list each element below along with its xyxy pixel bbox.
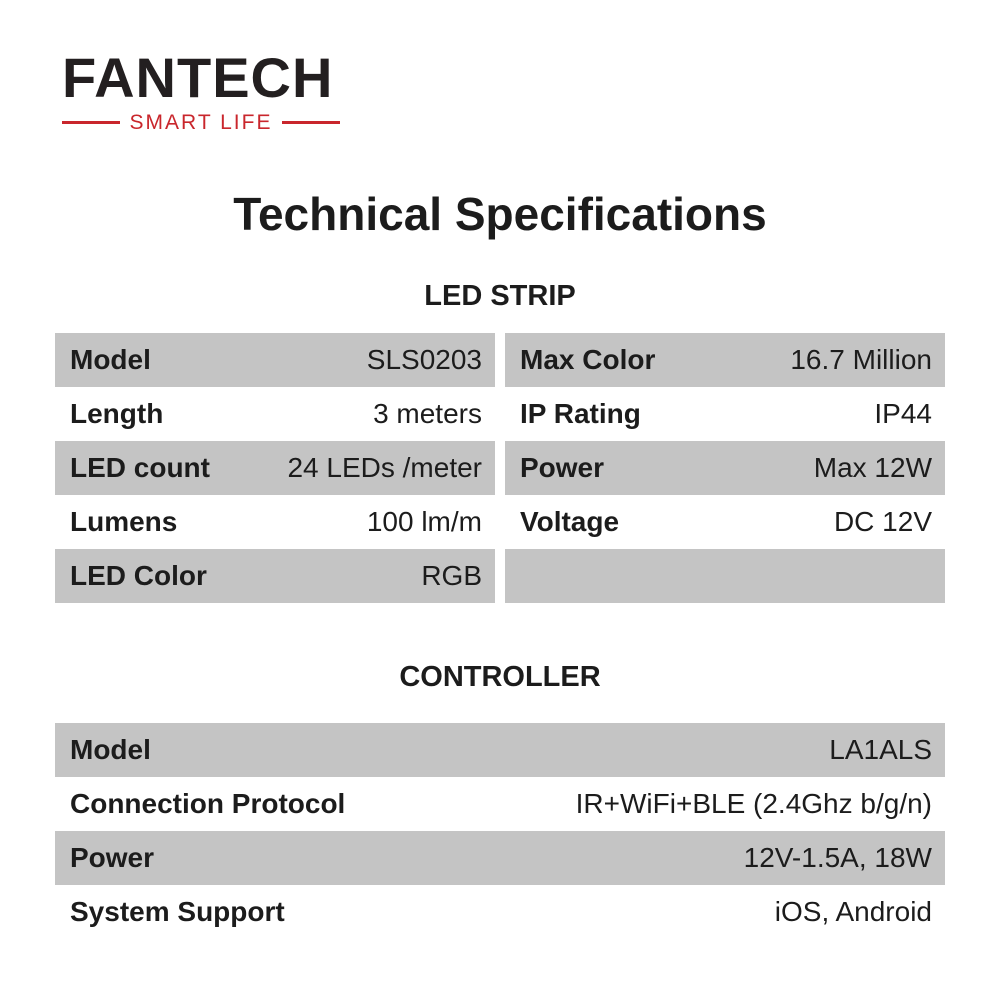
spec-row-led-color (55, 549, 495, 603)
brand-tagline: SMART LIFE (129, 111, 273, 134)
spec-label: Length (70, 398, 164, 429)
tagline-rule-right (282, 121, 340, 124)
spec-value: 12V-1.5A, 18W (743, 842, 932, 873)
spec-row-ctrl-power (55, 831, 945, 885)
section-heading-controller: CONTROLLER (399, 661, 601, 693)
section-heading-led-strip: LED STRIP (424, 280, 576, 312)
tagline-rule-left (62, 121, 120, 124)
spec-label: Max Color (520, 344, 656, 375)
spec-row-empty (505, 549, 945, 603)
spec-label: Model (70, 344, 151, 375)
spec-value: SLS0203 (366, 344, 482, 375)
led-strip-table-left-column (55, 333, 495, 603)
spec-label: Voltage (520, 506, 620, 537)
spec-row-connection-protocol (55, 777, 945, 831)
spec-label: Model (70, 734, 151, 765)
spec-row-max-color (505, 333, 945, 387)
spec-label: Power (70, 842, 155, 873)
spec-label: System Support (70, 896, 285, 927)
spec-row-length (55, 387, 495, 441)
page-title: Technical Specifications (233, 188, 767, 240)
spec-row-model (55, 333, 495, 387)
spec-value: 24 LEDs /meter (287, 452, 482, 483)
brand-logo (62, 46, 342, 134)
spec-row-power (505, 441, 945, 495)
spec-row-lumens (55, 495, 495, 549)
spec-row-led-count (55, 441, 495, 495)
spec-row-ip-rating (505, 387, 945, 441)
spec-value: LA1ALS (829, 734, 932, 765)
spec-value: DC 12V (833, 506, 932, 537)
led-strip-table (55, 333, 945, 603)
spec-value: RGB (421, 560, 482, 591)
brand-wordmark: FANTECH (62, 46, 334, 109)
spec-row-ctrl-model (55, 723, 945, 777)
spec-value: Max 12W (813, 452, 932, 483)
spec-label: IP Rating (520, 398, 641, 429)
led-strip-table-right-column (505, 333, 945, 603)
spec-value: IR+WiFi+BLE (2.4Ghz b/g/n) (575, 788, 932, 819)
spec-value: 16.7 Million (790, 344, 932, 375)
spec-value: 100 lm/m (366, 506, 482, 537)
spec-label: LED count (70, 452, 210, 483)
spec-label: Connection Protocol (70, 788, 346, 819)
spec-label: Lumens (70, 506, 178, 537)
spec-label: LED Color (70, 560, 207, 591)
spec-value: 3 meters (373, 398, 482, 429)
spec-value: IP44 (874, 398, 932, 429)
spec-row-system-support (55, 885, 945, 939)
spec-row-voltage (505, 495, 945, 549)
spec-value: iOS, Android (774, 896, 932, 927)
controller-table (55, 723, 945, 939)
spec-label: Power (520, 452, 605, 483)
brand-tagline-row (62, 112, 340, 133)
